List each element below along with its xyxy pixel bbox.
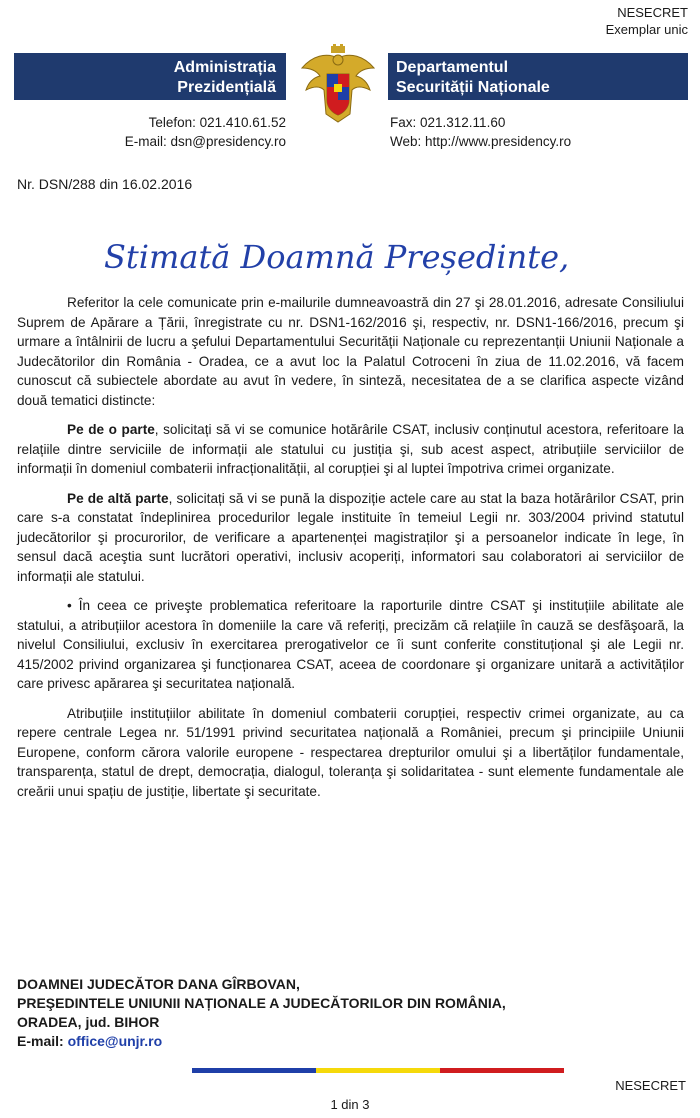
classification-label: NESECRET [617,5,688,20]
addressee-block [17,975,506,1051]
phone-text: Telefon: 021.410.61.52 [148,115,286,130]
addressee-line1: DOAMNEI JUDECĂTOR DANA GÎRBOVAN, [17,976,300,992]
copy-label: Exemplar unic [605,22,688,37]
fax-text: Fax: 021.312.11.60 [390,115,506,130]
paragraph-3-text: , solicitați să vi se pună la dispoziție actele care au stat la baza hotărârilor CSAT, prin care s-a constatat îndeplinirea procedurilor legale instituite în temeiul Legii nr. 303/2004 privind statutul judecătorilor şi procurorilor, de verificare a apartenenței magistraților şi a persoanelor indicate în lege, în sensul dacă aceştia sunt lucrători operativi, inclusiv acoperiți, informatori sau colaboratori ai serviciilor de informații ale statului. [17,490,684,584]
department-name-line1: Departamentul [396,59,509,76]
paragraph-2-text: , solicitați să vi se comunice hotărârile CSAT, inclusiv conținutul acestora, referitoare la relațiile dintre serviciile de informații ale statului cu justiția şi, sub acest aspect, atribuțiile serviciilor de informații în domeniul combaterii infracționalității, al corupției şi al luptei împotriva crimei organizate. [17,422,684,476]
paragraph-4-text: În ceea ce priveşte problematica referitoare la raporturile dintre CSAT şi instituțiile abilitate ale statului, a atribuțiilor acestora în domeniile la care vă referiți, precizăm că relațiile în cauză se desfăşoară, la nivelul Consiliului, exclusiv în exercitarea prerogativelor ce îi sunt conferite constituțional şi ale Legii nr. 415/2002 privind organizarea şi funcționarea CSAT, aceea de coordonare şi organizare unitară a activităților care privesc apărarea şi securitatea națională. [17,598,684,691]
email-text: E-mail: dsn@presidency.ro [124,134,286,149]
contact-right [390,113,571,151]
addressee-email-row [17,1032,506,1051]
addressee-line3: ORADEA, jud. BIHOR [17,1014,160,1030]
reference-number: Nr. DSN/288 din 16.02.2016 [17,176,193,192]
flag-yellow-stripe [316,1068,440,1073]
salutation-text: Stimată Doamnă Președinte, [104,238,570,276]
coat-of-arms-icon [296,44,380,128]
email-label: E-mail: [17,1033,64,1049]
web-text: Web: http://www.presidency.ro [390,134,572,149]
institution-name-line2: Prezidențială [177,79,276,96]
department-name-line2: Securității Naționale [396,79,550,96]
paragraph-1: Referitor la cele comunicate prin e-mailurile dumneavoastră din 27 şi 28.01.2016, adresate Consiliului Suprem de Apărare a Țării, înregistrate cu nr. DSN1-162/2016 şi, respectiv, nr. DSN1-166/2016, precum şi urmare a întâlnirii de lucru a şefului Departamentului Securității Naționale cu reprezentanții Uniunii Naționale a Judecătorilor din România - Oradea, ce a avut loc la Palatul Cotroceni în ziua de 11.02.2016, vă facem cunoscut că subiectele abordate au avut în vedere, în sinteză, necesitatea de a se clarifica aspecte vizând două tematici distincte: [17,295,684,408]
paragraph-5: Atribuțiile instituțiilor abilitate în domeniul combaterii corupției, respectiv crimei organizate, au ca repere centrale Legea nr. 51/1991 privind securitatea națională a României, precum şi principiile Uniunii Europene, conform cărora valorile europene - respectarea drepturilor omului şi a libertăților fundamentale, transparența, statul de drept, democrația, dialogul, toleranța şi solidaritatea - sunt elemente fundamentale ale creării unui spațiu de justiție, libertate şi securitate. [17,705,684,799]
addressee-line2: PREŞEDINTELE UNIUNII NAȚIONALE A JUDECĂTORILOR DIN ROMÂNIA, [17,995,506,1011]
flag-bar [192,1068,564,1073]
letter-body [17,293,684,811]
paragraph-3-lead: Pe de altă parte [67,490,169,506]
institution-name-line1: Administrația [173,59,276,76]
contact-left [125,113,286,151]
page-number: 1 din 3 [330,1097,370,1112]
classification-bottom: NESECRET [615,1078,686,1093]
flag-blue-stripe [192,1068,316,1073]
bullet-icon: • [67,598,72,613]
paragraph-2 [17,420,684,479]
header-left-band [14,53,286,100]
flag-red-stripe [440,1068,564,1073]
paragraph-4 [17,596,684,694]
addressee-email-link[interactable]: office@unjr.ro [67,1033,163,1049]
paragraph-2-lead: Pe de o parte [67,422,155,437]
header-right-band [388,53,688,100]
classification-block [606,4,688,38]
handwritten-salutation [100,228,580,288]
paragraph-3 [17,489,684,587]
